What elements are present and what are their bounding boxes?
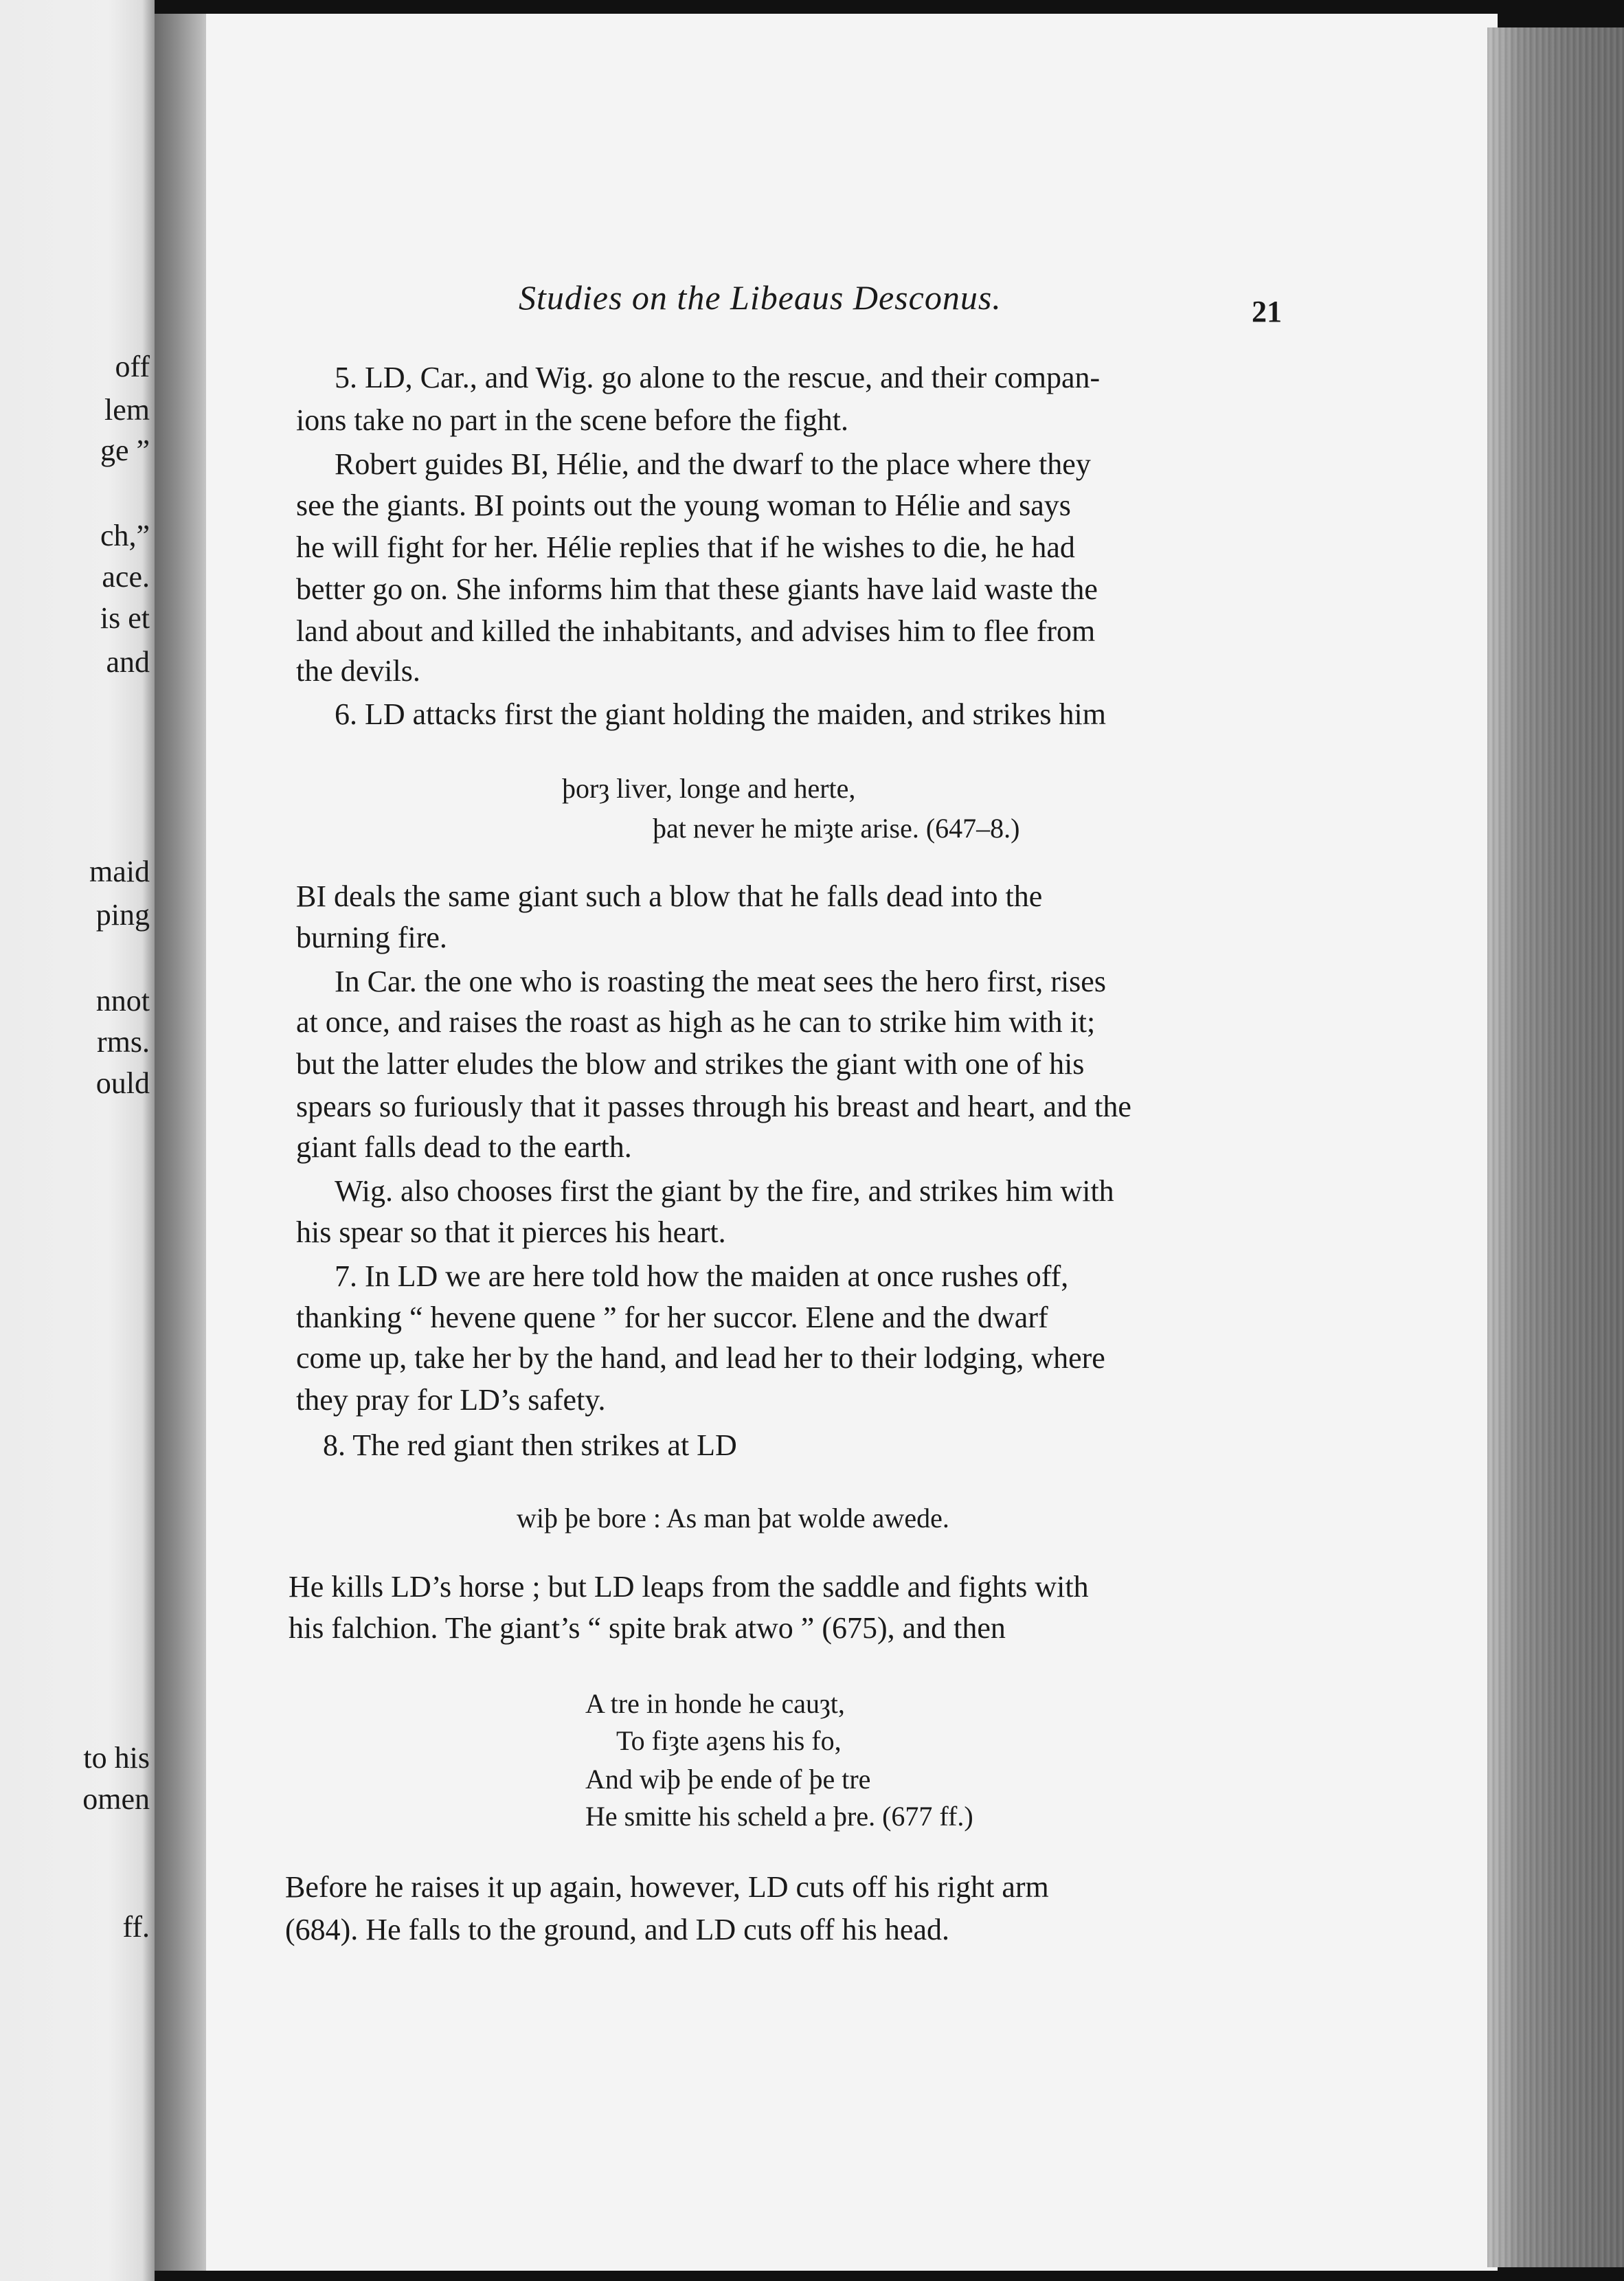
left-fragment: lem xyxy=(104,393,150,427)
page-number: 21 xyxy=(1252,295,1282,328)
running-header: Studies on the Libeaus Desconus. xyxy=(519,278,1002,317)
text-line: he will fight for her. Hélie replies that if he wishes to die, he had xyxy=(296,530,1075,564)
text-line: 6. LD attacks first the giant holding the maiden, and strikes him xyxy=(335,697,1106,731)
text-line: He kills LD’s horse ; but LD leaps from the saddle and fights with xyxy=(289,1570,1089,1604)
text-line: BI deals the same giant such a blow that he falls dead into the xyxy=(296,879,1043,913)
left-fragment: ge ” xyxy=(100,434,150,467)
left-fragment: omen xyxy=(82,1782,150,1816)
left-fragment: ould xyxy=(95,1066,150,1100)
verse-line: A tre in honde he cauȝt, xyxy=(585,1688,845,1719)
text-line: In Car. the one who is roasting the meat sees the hero first, rises xyxy=(335,965,1106,998)
text-line: land about and killed the inhabitants, and advises him to flee from xyxy=(296,614,1096,648)
text-line: at once, and raises the roast as high as he can to strike him with it; xyxy=(296,1005,1096,1039)
text-line: giant falls dead to the earth. xyxy=(296,1130,632,1164)
text-line: Wig. also chooses first the giant by the fire, and strikes him with xyxy=(335,1174,1114,1208)
text-line: 8. The red giant then strikes at LD xyxy=(323,1428,737,1462)
text-line: burning fire. xyxy=(296,921,447,954)
text-line: 7. In LD we are here told how the maiden at once rushes off, xyxy=(335,1259,1069,1293)
left-fragment: ping xyxy=(95,898,150,932)
text-line: they pray for LD’s safety. xyxy=(296,1383,606,1417)
verse-line: þat never he miȝte arise. (647–8.) xyxy=(653,813,1020,844)
left-fragment: ff. xyxy=(122,1910,150,1944)
page-edge xyxy=(1487,27,1624,2267)
verse-line: And wiþ þe ende of þe tre xyxy=(585,1764,871,1795)
text-line: ions take no part in the scene before the fight. xyxy=(296,403,848,437)
text-line: Robert guides BI, Hélie, and the dwarf to the place where they xyxy=(335,447,1091,481)
left-fragment: nnot xyxy=(95,984,150,1018)
text-line: his falchion. The giant’s “ spite brak atwo ” (675), and then xyxy=(289,1611,1006,1645)
text-line: Before he raises it up again, however, LD cuts off his right arm xyxy=(285,1870,1049,1904)
left-fragment: off xyxy=(115,350,150,383)
text-line: thanking “ hevene quene ” for her succor. Elene and the dwarf xyxy=(296,1301,1048,1334)
verse-line: wiþ þe bore : As man þat wolde awede. xyxy=(517,1503,949,1533)
text-line: the devils. xyxy=(296,654,420,688)
text-line: come up, take her by the hand, and lead her to their lodging, where xyxy=(296,1341,1105,1375)
text-line: but the latter eludes the blow and strikes the giant with one of his xyxy=(296,1047,1085,1081)
left-fragment: maid xyxy=(89,855,150,888)
left-fragment: to his xyxy=(83,1741,150,1775)
text-line: better go on. She informs him that these giants have laid waste the xyxy=(296,572,1098,606)
left-fragment: ch,” xyxy=(100,519,150,552)
left-page xyxy=(0,0,155,2281)
left-fragment: and xyxy=(106,645,150,679)
left-fragment: rms. xyxy=(97,1025,150,1059)
verse-line: þorȝ liver, longe and herte, xyxy=(562,773,856,804)
text-line: his spear so that it pierces his heart. xyxy=(296,1215,726,1249)
verse-line: He smitte his scheld a þre. (677 ff.) xyxy=(585,1801,973,1832)
left-fragment: ace. xyxy=(102,560,150,594)
left-fragment: is et xyxy=(100,601,150,635)
text-line: see the giants. BI points out the young woman to Hélie and says xyxy=(296,488,1071,522)
text-line: (684). He falls to the ground, and LD cuts off his head. xyxy=(285,1913,949,1946)
text-line: 5. LD, Car., and Wig. go alone to the rescue, and their compan- xyxy=(335,361,1101,394)
verse-line: To fiȝte aȝens his fo, xyxy=(616,1725,842,1756)
text-line: spears so furiously that it passes through his breast and heart, and the xyxy=(296,1090,1131,1123)
